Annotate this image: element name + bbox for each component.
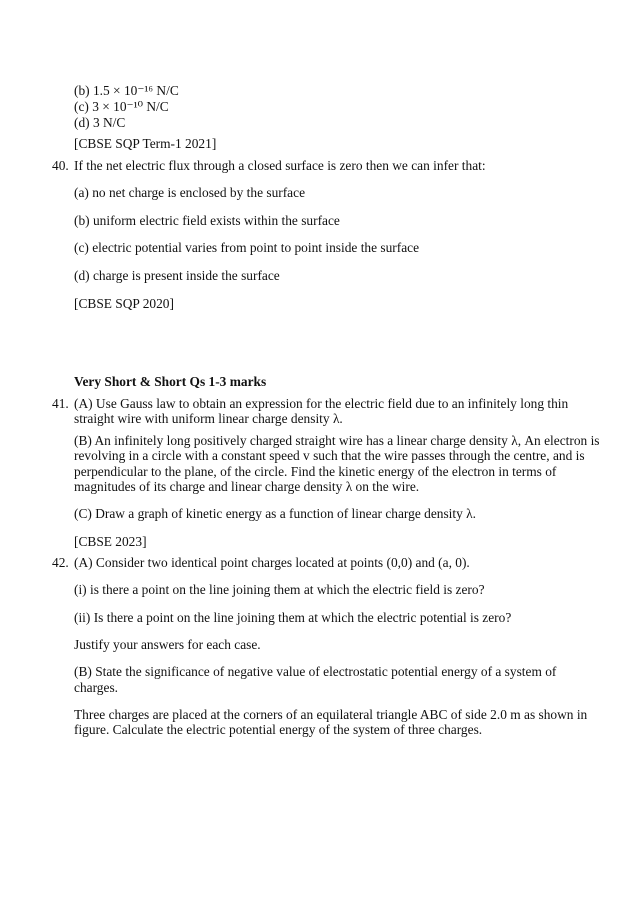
option-d: (d) 3 N/C (74, 115, 126, 130)
question-number: 42. (52, 555, 69, 570)
question-stem: If the net electric flux through a closed surface is zero then we can infer that: (74, 158, 486, 173)
source-tag: [CBSE 2023] (74, 534, 147, 549)
question-number: 41. (52, 396, 69, 411)
question-part-b: revolving in a circle with a constant speed v such that the wire passes through the centre, and is (74, 448, 585, 463)
question-part-a: (A) Use Gauss law to obtain an expression for the electric field due to an infinitely long thin (74, 396, 569, 411)
question-part-b: magnitudes of its charge and linear charge density λ on the wire. (74, 479, 420, 494)
triangle-question: figure. Calculate the electric potential energy of the system of three charges. (74, 722, 483, 737)
question-part-b: (B) State the significance of negative value of electrostatic potential energy of a system of (74, 664, 557, 679)
question-part-a: (A) Consider two identical point charges located at points (0,0) and (a, 0). (74, 555, 470, 570)
option-b: (b) 1.5 × 10⁻¹⁶ N/C (74, 83, 179, 98)
justify-line: Justify your answers for each case. (74, 637, 261, 652)
option-d: (d) charge is present inside the surface (74, 268, 280, 283)
source-tag: [CBSE SQP 2020] (74, 296, 174, 311)
option-a: (a) no net charge is enclosed by the surface (74, 185, 306, 200)
option-b: (b) uniform electric field exists within the surface (74, 213, 340, 228)
question-part-c: (C) Draw a graph of kinetic energy as a function of linear charge density λ. (74, 506, 476, 521)
triangle-question: Three charges are placed at the corners of an equilateral triangle ABC of side 2.0 m as shown in (74, 707, 588, 722)
question-part-b: charges. (74, 680, 118, 695)
sub-question-ii: (ii) Is there a point on the line joining them at which the electric potential is zero? (74, 610, 512, 625)
question-part-a: straight wire with uniform linear charge density λ. (74, 411, 343, 426)
option-c: (c) 3 × 10⁻¹⁰ N/C (74, 99, 169, 114)
question-part-b: (B) An infinitely long positively charged straight wire has a linear charge density λ, An electron is (74, 433, 600, 448)
source-tag: [CBSE SQP Term-1 2021] (74, 136, 217, 151)
option-c: (c) electric potential varies from point to point inside the surface (74, 240, 420, 255)
section-heading: Very Short & Short Qs 1-3 marks (74, 374, 267, 389)
question-number: 40. (52, 158, 69, 173)
sub-question-i: (i) is there a point on the line joining them at which the electric field is zero? (74, 582, 485, 597)
question-part-b: perpendicular to the plane, of the circle. Find the kinetic energy of the electron in terms of (74, 464, 557, 479)
